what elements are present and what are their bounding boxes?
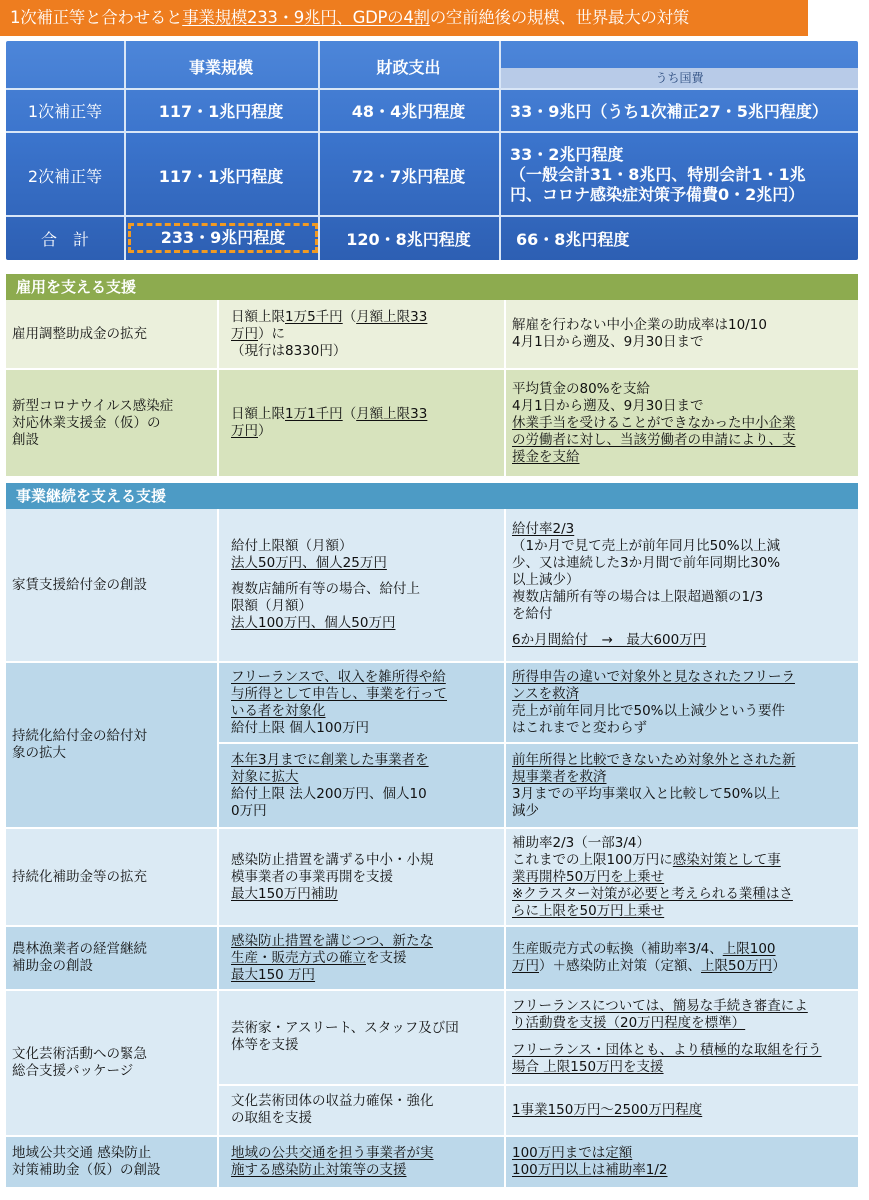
detail-line: 給付上限 法人200万円、個人10 bbox=[231, 785, 427, 802]
row-fiscal-second: 72・7兆円程度 bbox=[351, 167, 466, 186]
employment-table bbox=[6, 300, 858, 478]
detail-underlined: 1万1千円 bbox=[285, 406, 343, 422]
measure-note bbox=[506, 927, 858, 989]
detail-line: フリーランスで、収入を雑所得や給 bbox=[231, 668, 446, 685]
row-label-total: 合 計 bbox=[40, 230, 89, 249]
measure-name-text: 地域公共交通 感染防止 対策補助金（仮）の創設 bbox=[12, 1145, 161, 1178]
header-national-sub: うち国費 bbox=[501, 68, 858, 88]
row-national-total: 66・8兆円程度 bbox=[516, 230, 630, 249]
note-line: の労働者に対し、当該労働者の申請により、支 bbox=[512, 431, 796, 448]
detail-line: 日額上限1万5千円（月額上限33 bbox=[231, 308, 428, 325]
detail-line: 万円）に bbox=[231, 325, 285, 342]
detail-sub-b bbox=[219, 744, 504, 827]
detail-line: 与所得として申告し、事業を行って bbox=[231, 685, 447, 702]
measure-note bbox=[506, 991, 858, 1135]
note-line: フリーランス・団体とも、より積極的な取組を行う bbox=[512, 1042, 822, 1059]
detail-line: 地域の公共交通を担う事業者が実 bbox=[231, 1145, 434, 1161]
note-line: これまでの上限100万円に感染対策として事 bbox=[512, 851, 781, 868]
measure-name bbox=[6, 991, 219, 1135]
measure-name-text: 持続化給付金の給付対 象の拡大 bbox=[12, 728, 147, 761]
measure-name bbox=[6, 663, 219, 827]
detail-line: 生産・販売方式の確立を支援 bbox=[231, 949, 407, 966]
note-line: 所得申告の違いで対象外と見なされたフリーラ bbox=[512, 668, 795, 685]
note-line: はこれまでと変わらず bbox=[512, 719, 647, 736]
note-line: フリーランスについては、簡易な手続き審査によ bbox=[512, 998, 808, 1015]
detail-sub-b bbox=[219, 1086, 504, 1135]
detail-line: 芸術家・アスリート、スタッフ及び団 bbox=[231, 1020, 459, 1037]
detail-underlined: 1万5千円 bbox=[285, 308, 343, 325]
note-line: 3月までの平均事業収入と比較して50%以上 bbox=[512, 785, 781, 802]
note-line: 前年所得と比較できないため対象外とされた新 bbox=[512, 751, 796, 768]
note-line: 100万円までは定額 bbox=[512, 1145, 633, 1161]
note-line: 売上が前年同月比で50%以上減少という要件 bbox=[512, 702, 786, 719]
table-row bbox=[6, 300, 858, 370]
detail-line: 給付上限額（月額） bbox=[231, 538, 353, 554]
measure-name-text: 文化芸術活動への緊急 総合支援パッケージ bbox=[12, 1046, 147, 1079]
measure-note bbox=[506, 300, 858, 368]
detail-line: 法人100万円、個人50万円 bbox=[231, 615, 396, 631]
note-line: 少、又は連続した3か月間で前年同期比30% bbox=[512, 555, 781, 571]
table-row bbox=[6, 509, 858, 663]
note-line: ンスを救済 bbox=[512, 685, 580, 702]
note-line: 1事業150万円～2500万円程度 bbox=[512, 1101, 703, 1118]
measure-note bbox=[506, 1137, 858, 1187]
section-header-business: 事業継続を支える支援 bbox=[6, 483, 858, 509]
national-line: 33・2兆円程度 bbox=[510, 145, 624, 164]
measure-name bbox=[6, 927, 219, 989]
detail-sub-a bbox=[219, 991, 504, 1086]
measure-detail bbox=[219, 927, 506, 989]
section-header-employment: 雇用を支える支援 bbox=[6, 274, 858, 300]
header-fiscal: 財政支出 bbox=[376, 58, 441, 77]
total-scale-highlight: 233・9兆円程度 bbox=[128, 223, 318, 253]
note-line: 援金を支給 bbox=[512, 448, 580, 465]
detail-line: 給付上限 個人100万円 bbox=[231, 719, 370, 736]
detail-line: 最大150 万円 bbox=[231, 966, 316, 983]
header-scale: 事業規模 bbox=[188, 58, 253, 77]
spacer bbox=[231, 572, 498, 581]
measure-detail bbox=[219, 300, 506, 368]
row-label-second: 2次補正等 bbox=[27, 167, 103, 186]
measure-note bbox=[506, 509, 858, 661]
detail-line: 施する感染防止対策等の支援 bbox=[231, 1162, 407, 1178]
note-underlined: 万円 bbox=[512, 958, 539, 974]
row-national-second bbox=[510, 145, 806, 205]
detail-underlined: 生産・販売方式の確立 bbox=[231, 949, 366, 966]
note-sub-b bbox=[506, 744, 858, 827]
measure-note bbox=[506, 370, 858, 476]
table-row bbox=[6, 370, 858, 478]
divider bbox=[6, 215, 858, 217]
note-line: （1か月で見て売上が前年同月比50%以上減 bbox=[512, 538, 781, 554]
detail-underlined: 万円 bbox=[231, 423, 258, 439]
measure-name-text: 農林漁業者の経営継続 補助金の創設 bbox=[12, 941, 147, 974]
note-line: 100万円以上は補助率1/2 bbox=[512, 1162, 668, 1178]
row-fiscal-first: 48・4兆円程度 bbox=[351, 102, 466, 121]
detail-line: 最大150万円補助 bbox=[231, 885, 338, 902]
spacer bbox=[512, 1032, 858, 1042]
table-row bbox=[6, 829, 858, 927]
measure-name bbox=[6, 300, 219, 368]
row-scale-first: 117・1兆円程度 bbox=[158, 102, 284, 121]
note-line: 6か月間給付 → 最大600万円 bbox=[512, 632, 707, 648]
note-line: 平均賃金の80%を支給 bbox=[512, 380, 651, 397]
note-line: 給付率2/3 bbox=[512, 521, 575, 537]
measure-detail bbox=[219, 370, 506, 476]
measure-detail bbox=[219, 509, 506, 661]
note-line: 休業手当を受けることができなかった中小企業 bbox=[512, 414, 796, 431]
detail-line: 感染防止措置を講ずる中小・小規 bbox=[231, 851, 434, 868]
note-line: 以上減少） bbox=[512, 572, 580, 588]
detail-line: 模事業者の事業再開を支援 bbox=[231, 868, 393, 885]
business-table bbox=[6, 509, 858, 1195]
detail-underlined: 月額上限33 bbox=[356, 308, 428, 325]
detail-line: 日額上限1万1千円（月額上限33 bbox=[231, 406, 428, 422]
budget-summary-table bbox=[6, 41, 858, 260]
measure-note bbox=[506, 663, 858, 827]
measure-name-text: 持続化補助金等の拡充 bbox=[12, 868, 147, 885]
note-line: ※クラスター対策が必要と考えられる業種はさ bbox=[512, 885, 793, 902]
national-line: （一般会計31・8兆円、特別会計1・1兆 bbox=[510, 165, 806, 184]
note-line: 規事業者を救済 bbox=[512, 768, 607, 785]
measure-detail bbox=[219, 663, 506, 827]
detail-line: 対象に拡大 bbox=[231, 768, 299, 785]
note-line: 場合 上限150万円を支援 bbox=[512, 1059, 664, 1076]
measure-name-text: 家賃支援給付金の創設 bbox=[12, 576, 147, 593]
headline-banner bbox=[0, 0, 808, 36]
note-line: 解雇を行わない中小企業の助成率は10/10 bbox=[512, 317, 767, 333]
table-row bbox=[6, 927, 858, 991]
detail-line: 法人50万円、個人25万円 bbox=[231, 555, 387, 571]
detail-line: 体等を支援 bbox=[231, 1037, 299, 1054]
measure-name bbox=[6, 509, 219, 661]
row-fiscal-total: 120・8兆円程度 bbox=[346, 230, 471, 249]
divider bbox=[6, 88, 858, 90]
divider bbox=[6, 131, 858, 133]
measure-detail bbox=[219, 829, 506, 925]
banner-text-2: 事業規模233・9兆円、GDPの4割 bbox=[182, 8, 430, 27]
note-line: 減少 bbox=[512, 802, 539, 819]
measure-name bbox=[6, 370, 219, 476]
note-line: 4月1日から遡及、9月30日まで bbox=[512, 397, 704, 414]
measure-name bbox=[6, 829, 219, 925]
measure-name-text: 新型コロナウイルス感染症 対応休業支援金（仮）の 創設 bbox=[12, 397, 174, 448]
note-underlined: 上限50万円 bbox=[701, 958, 773, 974]
note-line: を給付 bbox=[512, 606, 553, 622]
table-row bbox=[6, 1137, 858, 1187]
note-underlined: 上限100 bbox=[722, 941, 776, 957]
detail-underlined: 月額上限33 bbox=[356, 406, 428, 422]
note-line: 補助率2/3（一部3/4） bbox=[512, 834, 650, 851]
note-line: らに上限を50万円上乗せ bbox=[512, 902, 665, 919]
detail-line: 感染防止措置を講じつつ、新たな bbox=[231, 932, 433, 949]
measure-name bbox=[6, 1137, 219, 1187]
detail-line: の取組を支援 bbox=[231, 1110, 312, 1127]
measure-note bbox=[506, 829, 858, 925]
detail-line: 0万円 bbox=[231, 802, 267, 819]
detail-line: 文化芸術団体の収益力確保・強化 bbox=[231, 1093, 434, 1110]
detail-sub-a bbox=[219, 663, 504, 744]
detail-line: 限額（月額） bbox=[231, 598, 312, 614]
detail-line: 本年3月までに創業した事業者を bbox=[231, 751, 429, 768]
row-national-first: 33・9兆円（うち1次補正27・5兆円程度） bbox=[510, 102, 828, 121]
note-sub-a bbox=[506, 663, 858, 744]
row-label-first: 1次補正等 bbox=[27, 102, 103, 121]
note-line: 4月1日から遡及、9月30日まで bbox=[512, 334, 704, 350]
detail-underlined: 万円 bbox=[231, 325, 258, 342]
measure-name-text: 雇用調整助成金の拡充 bbox=[12, 325, 147, 342]
national-line: 円、コロナ感染症対策予備費0・2兆円） bbox=[510, 185, 805, 204]
note-line: 生産販売方式の転換（補助率3/4、上限100 bbox=[512, 941, 776, 957]
detail-line: 複数店舗所有等の場合、給付上 bbox=[231, 581, 420, 597]
note-line: 業再開枠50万円を上乗せ bbox=[512, 868, 665, 885]
note-line: 複数店舗所有等の場合は上限超過額の1/3 bbox=[512, 589, 764, 605]
row-scale-second: 117・1兆円程度 bbox=[158, 167, 284, 186]
detail-line: （現行は8330円） bbox=[231, 342, 347, 359]
note-sub-a bbox=[506, 991, 858, 1086]
spacer bbox=[512, 623, 850, 632]
banner-text-3: の空前絶後の規模、世界最大の対策 bbox=[429, 8, 689, 27]
measure-detail bbox=[219, 1137, 506, 1187]
table-row bbox=[6, 991, 858, 1137]
measure-detail bbox=[219, 991, 506, 1135]
detail-line: いる者を対象化 bbox=[231, 702, 326, 719]
note-underlined: 感染対策として事 bbox=[672, 851, 781, 868]
detail-line: 万円） bbox=[231, 423, 272, 439]
note-line: 万円）＋感染防止対策（定額、上限50万円） bbox=[512, 958, 786, 974]
table-row bbox=[6, 663, 858, 829]
note-line: り活動費を支援（20万円程度を標準） bbox=[512, 1015, 746, 1032]
banner-text-1: 1次補正等と合わせると bbox=[10, 8, 183, 27]
note-sub-b bbox=[506, 1086, 858, 1135]
